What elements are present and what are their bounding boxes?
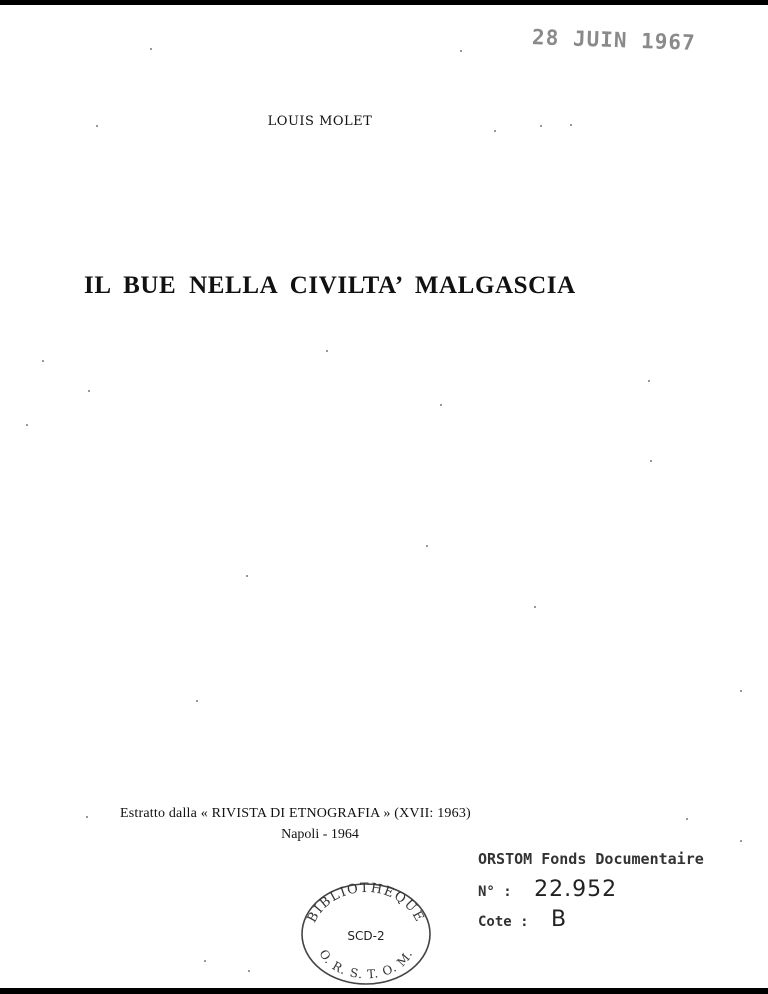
orstom-number-value: 22.952 [534, 877, 618, 902]
seal-bottom-text: O. R. S. T. O. M. [316, 947, 416, 982]
library-seal [298, 878, 434, 986]
author-name: LOUIS MOLET [267, 114, 373, 129]
orstom-number-row [478, 877, 617, 902]
document-title: IL BUE NELLA CIVILTA’ MALGASCIA [84, 272, 576, 299]
bottom-border [0, 988, 768, 994]
seal-top-text: BIBLIOTHEQUE [304, 880, 428, 926]
date-stamp: 28 JUIN 1967 [531, 25, 697, 55]
top-border [0, 0, 768, 5]
orstom-cote-row [478, 907, 567, 932]
orstom-cote-label: Cote : [478, 914, 529, 930]
orstom-cote-value: B [551, 907, 568, 932]
orstom-number-label: N° : [478, 884, 512, 900]
imprint-place-year: Napoli - 1964 [281, 827, 359, 842]
orstom-heading: ORSTOM Fonds Documentaire [478, 850, 704, 868]
extract-reference: Estratto dalla « RIVISTA DI ETNOGRAFIA » (XVII: 1963) [120, 806, 471, 821]
seal-center-text: SCD-2 [347, 929, 385, 943]
